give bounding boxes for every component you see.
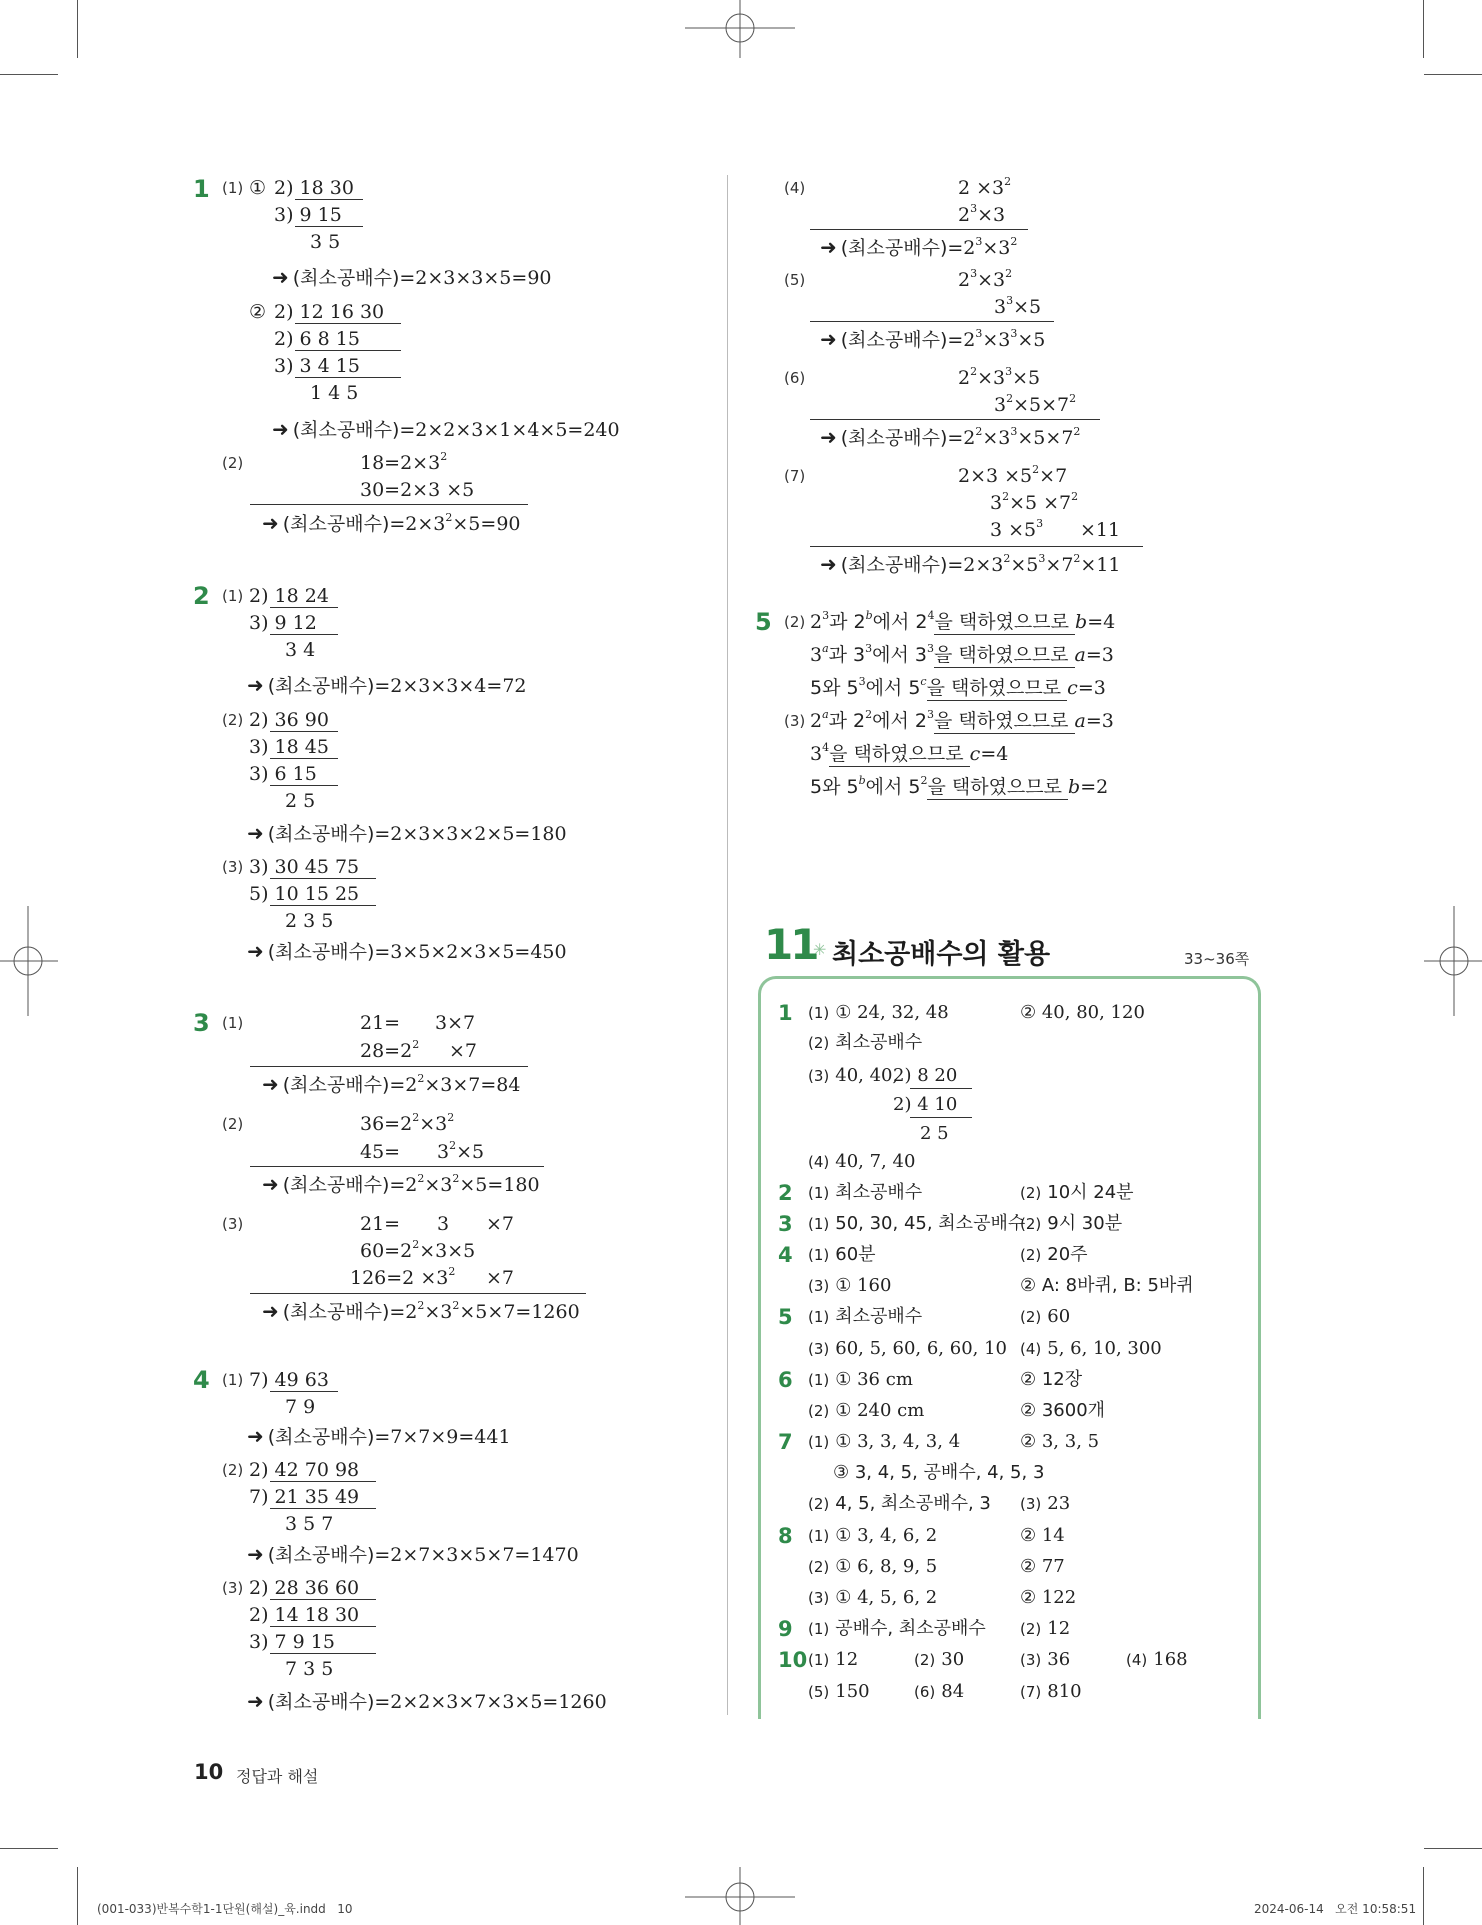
registration-mark-icon: [685, 0, 795, 58]
division-row: 2) 4 10: [893, 1094, 958, 1115]
division-row: 3) 7 9 15: [249, 1631, 335, 1653]
explanation-line: 5와 5$^b$에서 $5^2$을 택하였으므로 b=2: [810, 773, 1109, 798]
footer-title: 정답과 해설: [236, 1767, 319, 1786]
answer-line: (1) 60분: [808, 1244, 876, 1265]
answer-line: (2) ① 6, 8, 9, 5: [808, 1556, 938, 1577]
answer-line: ② A: 8바퀴, B: 5바퀴: [1020, 1275, 1194, 1296]
sub-label: (1): [222, 587, 244, 605]
arrow-icon: ➜: [247, 1689, 264, 1713]
crop-mark: [1424, 1848, 1482, 1849]
arrow-icon: ➜: [262, 1072, 279, 1096]
sub-label: (2): [222, 1461, 244, 1479]
sub-label: (7): [784, 467, 806, 485]
answer-number: 2: [778, 1181, 793, 1205]
division-row: 2 5: [920, 1123, 949, 1144]
sub-label: (5): [784, 271, 806, 289]
problem-number: 4: [193, 1366, 210, 1394]
division-row: 7 9: [285, 1396, 316, 1418]
circled-label: ②: [249, 301, 267, 323]
answer-line: (2) 20주: [1020, 1244, 1088, 1265]
factor-row: $3^2\times 5 \times 7^2$: [990, 489, 1079, 514]
sub-label: (6): [784, 369, 806, 387]
answer-line: (3) 40, 40,: [808, 1065, 899, 1086]
circled-label: ①: [249, 177, 267, 199]
division-rule: [910, 1088, 972, 1089]
factor-row: $3^2\times 5\times 7^2$: [994, 391, 1077, 416]
lcm-result: ➜ (최소공배수)$=2\times 3^2\times 5=90$: [262, 510, 521, 535]
file-info: (001-033)반복수학1-1단원(해설)_육.indd 10: [97, 1902, 353, 1916]
answer-number: 1: [778, 1001, 793, 1025]
answer-line: (1) 50, 30, 45, 최소공배수: [808, 1213, 1026, 1234]
lcm-result: ➜ (최소공배수)=2×2×3×7×3×5=1260: [247, 1689, 607, 1713]
answer-line: ② 40, 80, 120: [1020, 1002, 1145, 1023]
sub-label: (2): [784, 613, 806, 631]
lcm-result: ➜ (최소공배수)=2×2×3×1×4×5=240: [272, 417, 620, 441]
lcm-result: ➜ (최소공배수)$=2^3\times 3^2$: [820, 234, 1018, 259]
answer-number: 3: [778, 1212, 793, 1236]
crop-mark: [1423, 1867, 1424, 1925]
sub-label: (2): [222, 454, 244, 472]
division-row: 3) 3 4 15: [274, 355, 360, 377]
answer-number: 9: [778, 1617, 793, 1641]
division-rule: [270, 878, 376, 879]
answer-number: 10: [778, 1648, 808, 1672]
division-rule: [270, 758, 338, 759]
answer-line: ② 14: [1020, 1525, 1065, 1546]
answer-number: 6: [778, 1368, 793, 1392]
crop-mark: [77, 0, 78, 58]
division-rule: [910, 1117, 972, 1118]
explanation-line: 3$^a$과 $3^3$에서 $3^3$을 택하였으므로 a=3: [810, 641, 1114, 666]
division-rule: [270, 1626, 376, 1627]
sub-label: (1): [222, 179, 244, 197]
answer-line: (1) ① 3, 4, 6, 2: [808, 1525, 938, 1546]
division-rule: [295, 350, 401, 351]
lcm-result: ➜ (최소공배수)=3×5×2×3×5=450: [247, 939, 567, 963]
answer-line: ② 3600개: [1020, 1400, 1106, 1421]
sub-label: (1): [222, 1014, 244, 1032]
division-rule: [270, 1481, 376, 1482]
division-row: 3) 9 12: [249, 612, 317, 634]
print-timestamp: 2024-06-14 오전 10:58:51: [1254, 1902, 1417, 1916]
column-divider: [727, 175, 728, 1715]
factor-rule: [810, 546, 1143, 547]
lcm-result: ➜ (최소공배수)$=2^2\times 3\times 7=84$: [262, 1071, 521, 1096]
registration-mark-icon: [1424, 906, 1482, 1016]
problem-number: 5: [755, 608, 772, 636]
division-row: 3 5 7: [285, 1513, 334, 1535]
arrow-icon: ➜: [272, 265, 289, 289]
lcm-result: ➜ (최소공배수)$=2^2\times 3^2\times 5=180$: [262, 1171, 540, 1196]
factor-row: 21=: [360, 1012, 401, 1034]
division-row: 2) 8 20: [893, 1065, 958, 1086]
answer-line: (3) 60, 5, 60, 6, 60, 10: [808, 1338, 1007, 1359]
factor-row: $126=2 \times 3^2$: [350, 1264, 456, 1289]
division-row: 3) 30 45 75: [249, 856, 360, 878]
answer-line: (1) ① 36 cm: [808, 1369, 913, 1390]
answer-line: (2) ① 240 cm: [808, 1400, 925, 1421]
sub-label: (4): [784, 179, 806, 197]
factor-rule: [250, 1166, 544, 1167]
answer-line: ② 77: [1020, 1556, 1065, 1577]
division-row: 2) 42 70 98: [249, 1459, 360, 1481]
arrow-icon: ➜: [820, 235, 837, 259]
factor-rule: [250, 1066, 528, 1067]
problem-number: 1: [193, 175, 210, 203]
division-rule: [270, 634, 338, 635]
division-row: 7 3 5: [285, 1658, 334, 1680]
division-row: 5) 10 15 25: [249, 883, 360, 905]
answer-line: (3) ① 4, 5, 6, 2: [808, 1587, 938, 1608]
factor-rule: [810, 229, 1028, 230]
crop-mark: [77, 1867, 78, 1925]
sub-label: (2): [222, 711, 244, 729]
factor-row: ×11: [1080, 519, 1121, 541]
factor-row: $3 \times 5^3$: [990, 516, 1044, 541]
division-rule: [270, 607, 338, 608]
answer-number: 8: [778, 1524, 793, 1548]
arrow-icon: ➜: [820, 552, 837, 576]
star-icon: ✳: [813, 940, 827, 959]
division-row: 2 5: [285, 790, 316, 812]
crop-mark: [1424, 74, 1482, 75]
answer-line: (1) 최소공배수: [808, 1182, 923, 1203]
answer-line: (4) 168: [1126, 1649, 1188, 1670]
lcm-result: ➜ (최소공배수)=2×3×3×5=90: [272, 265, 552, 289]
lcm-result: ➜ (최소공배수)=2×7×3×5×7=1470: [247, 1542, 579, 1566]
answer-line: (2) 최소공배수: [808, 1032, 923, 1053]
answer-line: (5) 150: [808, 1681, 870, 1702]
answer-number: 5: [778, 1305, 793, 1329]
factor-row: $60=2^2\times 3\times 5$: [360, 1237, 476, 1262]
factor-row: 45=: [360, 1141, 401, 1163]
factor-rule: [810, 321, 1054, 322]
division-row: 3) 18 45: [249, 736, 329, 758]
arrow-icon: ➜: [247, 1424, 264, 1448]
division-rule: [295, 323, 401, 324]
division-row: 2) 28 36 60: [249, 1577, 360, 1599]
factor-row: ×7: [486, 1213, 515, 1235]
sub-label: (3): [222, 1215, 244, 1233]
answer-line: (1) ① 24, 32, 48: [808, 1002, 949, 1023]
division-rule: [270, 785, 338, 786]
division-rule: [270, 731, 338, 732]
crop-mark: [0, 1848, 58, 1849]
factor-row: $3^3\times 5$: [994, 293, 1042, 318]
answer-line: ② 122: [1020, 1587, 1077, 1608]
division-rule: [270, 1508, 376, 1509]
division-rule: [270, 1599, 376, 1600]
division-row: 2) 36 90: [249, 709, 329, 731]
arrow-icon: ➜: [272, 417, 289, 441]
lcm-result: ➜ (최소공배수)$=2\times 3^2\times 5^3\times 7^2\times 11$: [820, 551, 1121, 576]
division-row: 2) 12 16 30: [274, 301, 385, 323]
answer-line: (2) 30: [914, 1649, 965, 1670]
explanation-line: $2^3$과 2$^b$에서 $2^4$을 택하였으므로 b=4: [810, 608, 1116, 633]
division-row: 2) 18 24: [249, 585, 329, 607]
division-row: 3) 9 15: [274, 204, 342, 226]
factor-rule: [810, 419, 1100, 420]
lcm-result: ➜ (최소공배수)=2×3×3×2×5=180: [247, 821, 567, 845]
lcm-result: ➜ (최소공배수)$=2^3\times 3^3\times 5$: [820, 326, 1046, 351]
factor-row: 21=: [360, 1213, 401, 1235]
division-rule: [295, 377, 401, 378]
factor-row: $18=2\times 3^2$: [360, 449, 448, 474]
sub-label: (2): [222, 1115, 244, 1133]
lcm-result: ➜ (최소공배수)$=2^2\times 3^2\times 5\times 7=1260$: [262, 1298, 580, 1323]
division-rule: [270, 905, 376, 906]
factor-row: $28=2^2$: [360, 1037, 420, 1062]
factor-row: $3^2\times 5$: [437, 1138, 485, 1163]
answer-line: (2) 9시 30분: [1020, 1213, 1123, 1234]
problem-number: 3: [193, 1009, 210, 1037]
answer-line: (2) 12: [1020, 1618, 1071, 1639]
arrow-icon: ➜: [262, 1172, 279, 1196]
division-rule: [270, 1653, 376, 1654]
page-range: 33~36쪽: [1184, 950, 1250, 968]
lcm-result: ➜ (최소공배수)=7×7×9=441: [247, 1424, 511, 1448]
sub-label: (3): [784, 712, 806, 730]
answer-line: ② 12장: [1020, 1369, 1083, 1390]
division-row: 2) 6 8 15: [274, 328, 360, 350]
answer-line: (6) 84: [914, 1681, 965, 1702]
division-row: 7) 21 35 49: [249, 1486, 360, 1508]
division-rule: [295, 199, 363, 200]
section-number: 11: [764, 920, 817, 969]
division-row: 3 5: [310, 231, 341, 253]
factor-rule: [250, 1293, 586, 1294]
division-row: 2 3 5: [285, 910, 334, 932]
answer-line: (7) 810: [1020, 1681, 1082, 1702]
factor-row: $2^2\times 3^3\times 5$: [958, 364, 1041, 389]
lcm-result: ➜ (최소공배수)=2×3×3×4=72: [247, 673, 527, 697]
answer-line: (1) ① 3, 3, 4, 3, 4: [808, 1431, 961, 1452]
answer-line: (4) 5, 6, 10, 300: [1020, 1338, 1162, 1359]
crop-mark: [1423, 0, 1424, 58]
division-row: 7) 49 63: [249, 1369, 329, 1391]
answer-line: (2) 10시 24분: [1020, 1182, 1134, 1203]
factor-row: $2^3\times 3^2$: [958, 266, 1013, 291]
registration-mark-icon: [0, 906, 58, 1016]
division-rule: [270, 1391, 338, 1392]
registration-mark-icon: [685, 1867, 795, 1925]
answer-line: (1) 공배수, 최소공배수: [808, 1618, 986, 1639]
division-row: 1 4 5: [310, 382, 359, 404]
explanation-line: $3^4$을 택하였으므로 c=4: [810, 740, 1009, 765]
factor-row: $2^3\times 3$: [958, 201, 1006, 226]
answer-line: ③ 3, 4, 5, 공배수, 4, 5, 3: [833, 1462, 1045, 1483]
crop-mark: [0, 74, 58, 75]
sub-label: (1): [222, 1371, 244, 1389]
answer-number: 4: [778, 1243, 793, 1267]
answer-line: (3) 36: [1020, 1649, 1071, 1670]
factor-row: $36=2^2\times 3^2$: [360, 1110, 455, 1135]
section-title: 최소공배수의 활용: [832, 939, 1051, 970]
factor-row: 30=2×3 ×5: [360, 479, 475, 501]
answer-line: (4) 40, 7, 40: [808, 1151, 916, 1172]
lcm-result: ➜ (최소공배수)$=2^2\times 3^3\times 5\times 7^2$: [820, 424, 1081, 449]
answer-line: (2) 4, 5, 최소공배수, 3: [808, 1493, 991, 1514]
division-row: 2) 18 30: [274, 177, 354, 199]
answer-line: (3) 23: [1020, 1493, 1071, 1514]
arrow-icon: ➜: [262, 511, 279, 535]
factor-rule: [250, 504, 528, 505]
division-row: 2) 14 18 30: [249, 1604, 360, 1626]
factor-row: ×7: [486, 1267, 515, 1289]
answer-line: (2) 60: [1020, 1306, 1071, 1327]
explanation-line: 2$^a$과 $2^2$에서 $2^3$을 택하였으므로 a=3: [810, 707, 1114, 732]
arrow-icon: ➜: [820, 327, 837, 351]
answer-line: ② 3, 3, 5: [1020, 1431, 1100, 1452]
arrow-icon: ➜: [247, 821, 264, 845]
explanation-line: 5와 $5^3$에서 5$^c$을 택하였으므로 c=3: [810, 674, 1106, 699]
sub-label: (3): [222, 1579, 244, 1597]
answer-line: (1) 12: [808, 1649, 859, 1670]
factor-row: 3: [437, 1213, 450, 1235]
arrow-icon: ➜: [247, 939, 264, 963]
division-rule: [295, 226, 363, 227]
division-row: 3 4: [285, 639, 316, 661]
answer-number: 7: [778, 1430, 793, 1454]
factor-row: 3×7: [435, 1012, 476, 1034]
sub-label: (3): [222, 858, 244, 876]
arrow-icon: ➜: [262, 1299, 279, 1323]
arrow-icon: ➜: [247, 1542, 264, 1566]
answer-line: (1) 최소공배수: [808, 1306, 923, 1327]
answer-line: (3) ① 160: [808, 1275, 892, 1296]
factor-row: $2 \times 3^2$: [958, 174, 1012, 199]
factor-row: ×7: [449, 1040, 478, 1062]
arrow-icon: ➜: [247, 673, 264, 697]
division-row: 3) 6 15: [249, 763, 317, 785]
factor-row: $2\times 3 \times 5^2\times 7$: [958, 462, 1068, 487]
problem-number: 2: [193, 582, 210, 610]
page-number: 10: [194, 1760, 224, 1784]
arrow-icon: ➜: [820, 425, 837, 449]
